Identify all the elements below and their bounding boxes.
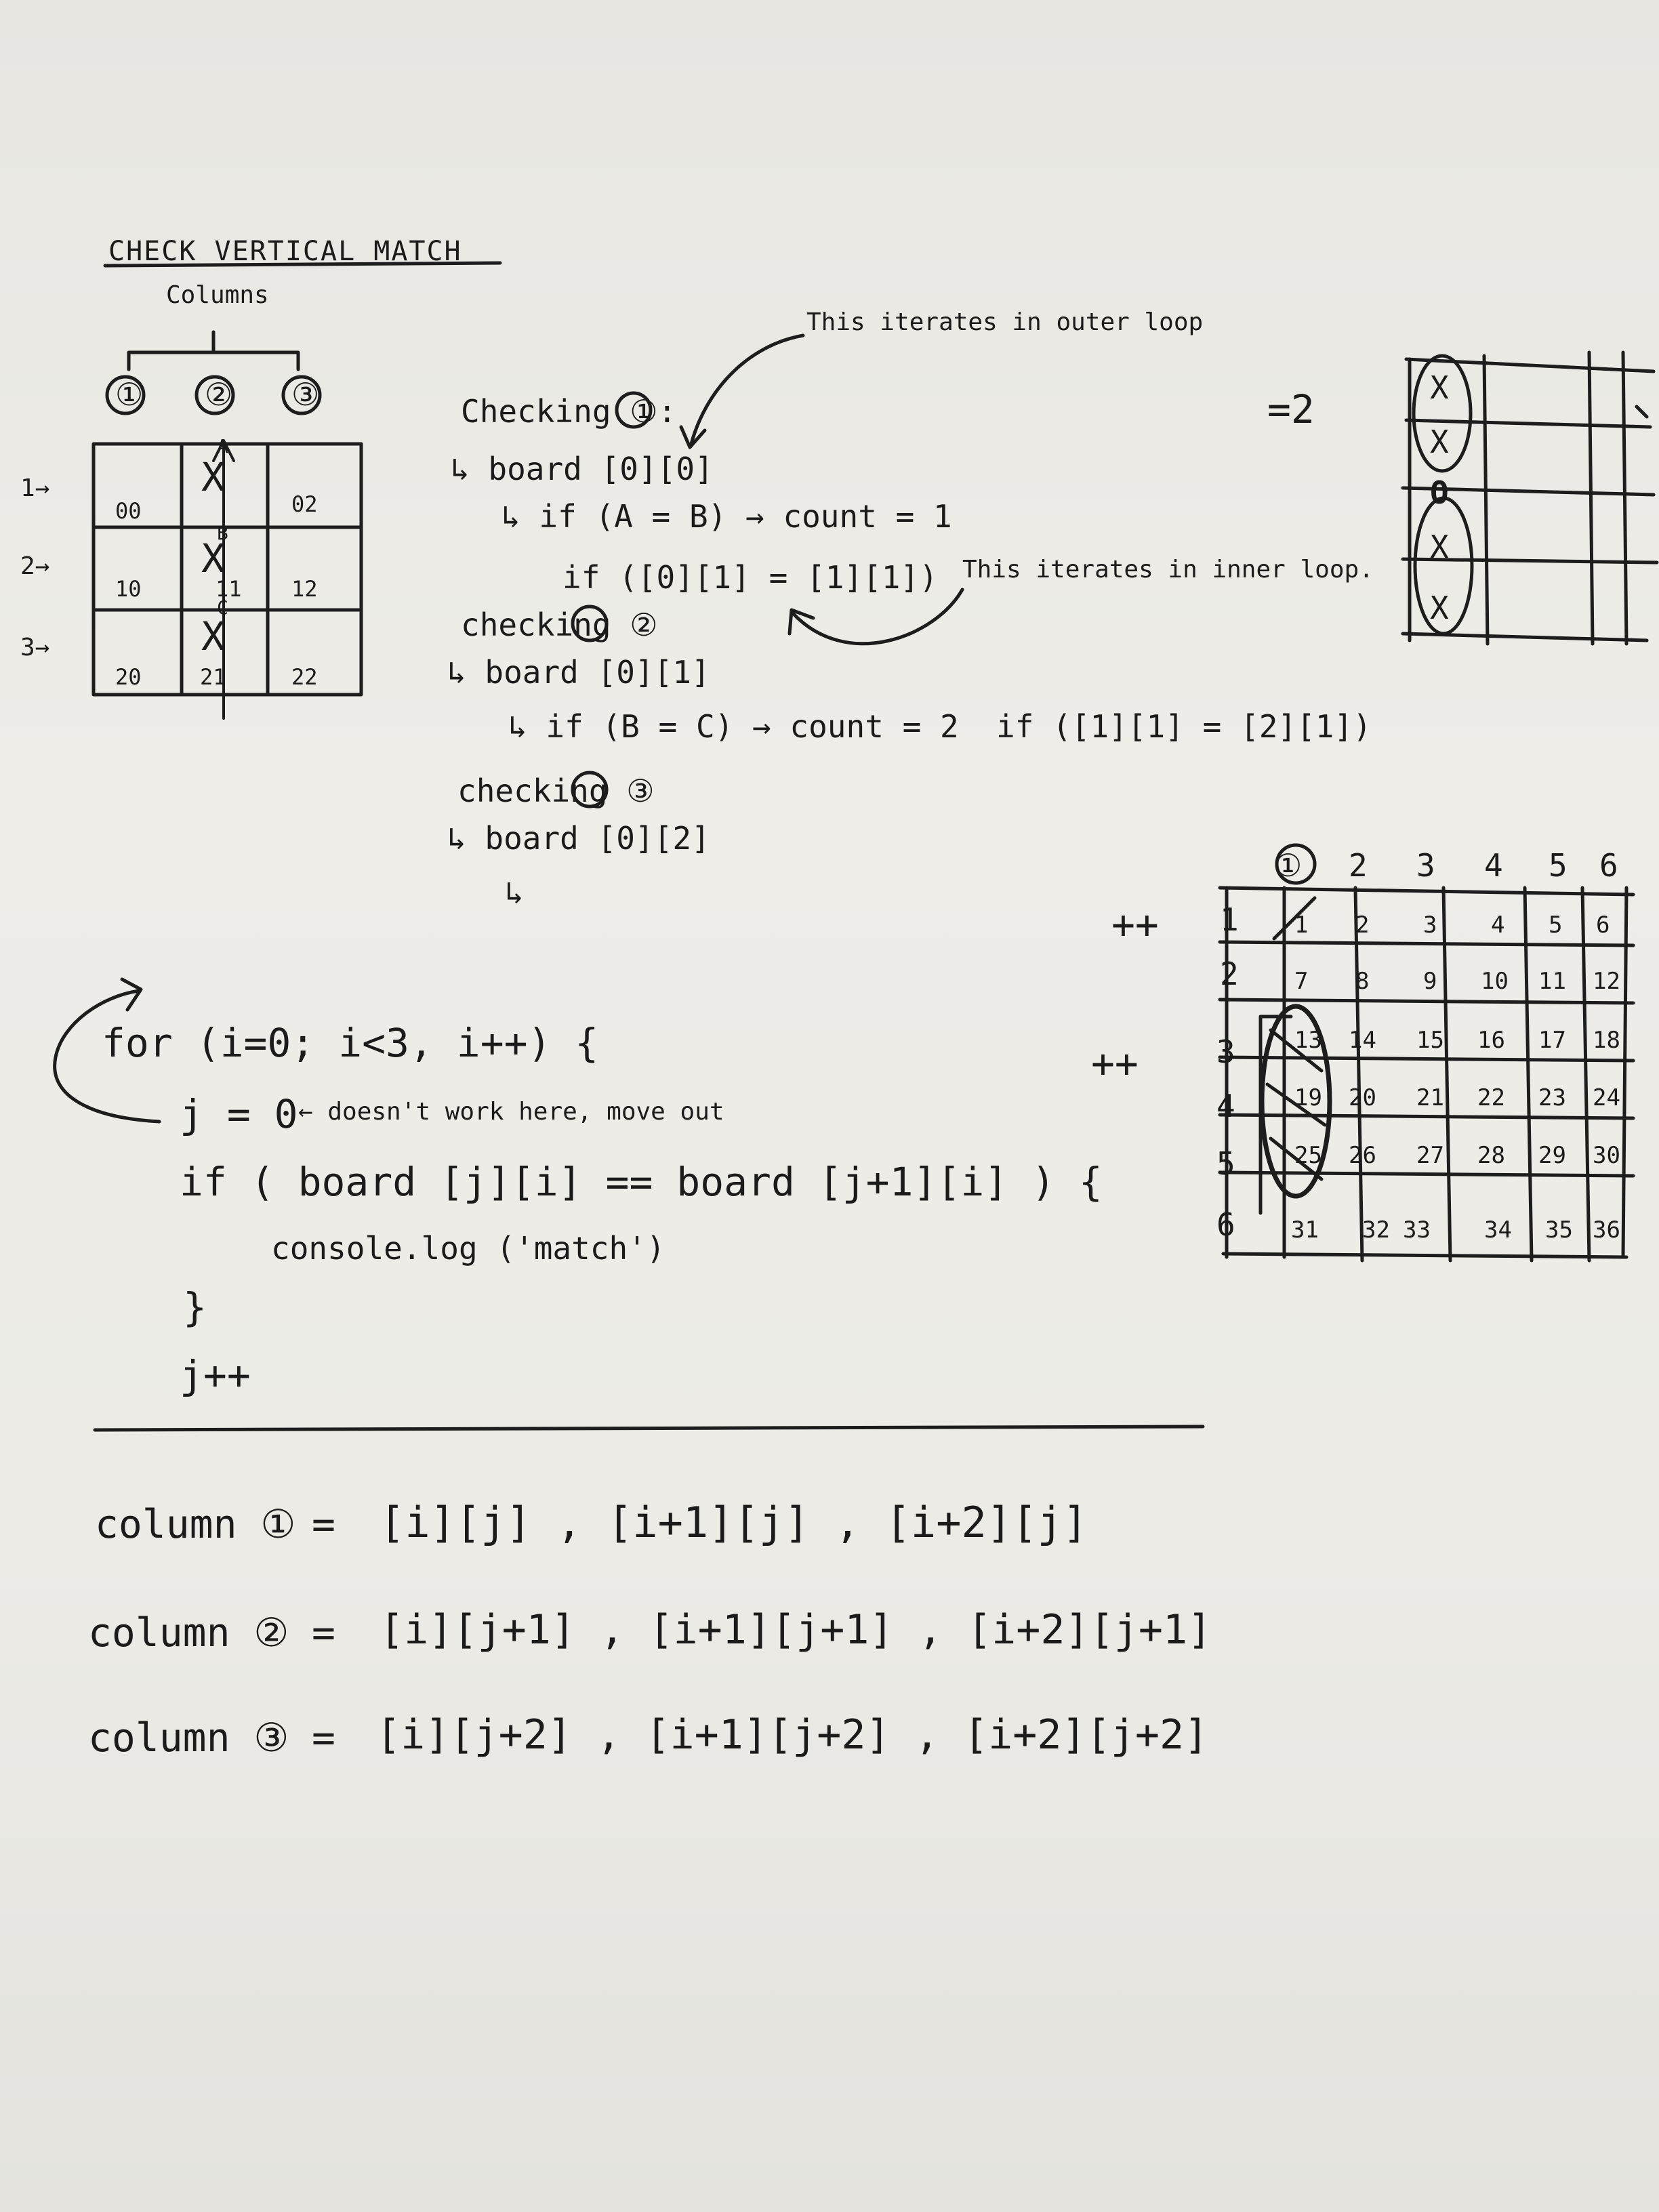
big-cell: 12 bbox=[1593, 968, 1620, 995]
step2-if: ↳ if (B = C) → count = 2 bbox=[508, 708, 959, 745]
column-marker-3: ③ bbox=[291, 376, 320, 413]
column-marker-1: ① bbox=[115, 376, 144, 413]
formula-col2-eq: = bbox=[312, 1610, 335, 1656]
big-cell: 1 bbox=[1294, 912, 1309, 939]
big-cell: 10 bbox=[1481, 968, 1509, 995]
step2-board: ↳ board [0][1] bbox=[447, 654, 710, 691]
big-cell: 27 bbox=[1416, 1142, 1444, 1169]
center-letter: B bbox=[217, 522, 228, 544]
big-cell: 35 bbox=[1545, 1216, 1573, 1244]
big-row-header-5: 5 bbox=[1216, 1145, 1235, 1182]
big-cell: 28 bbox=[1477, 1142, 1505, 1169]
board-cell: 00 bbox=[115, 498, 142, 524]
big-cell: 24 bbox=[1593, 1084, 1620, 1111]
side-mark: X bbox=[1430, 369, 1449, 406]
big-cell: 30 bbox=[1593, 1142, 1620, 1169]
formula-col1-eq: = bbox=[312, 1501, 335, 1547]
formula-col3-eq: = bbox=[312, 1715, 335, 1761]
formula-col2-label: column ② bbox=[88, 1610, 289, 1656]
big-cell: 5 bbox=[1549, 912, 1563, 939]
big-cell: 18 bbox=[1593, 1027, 1620, 1054]
big-cell: 23 bbox=[1538, 1084, 1566, 1111]
big-cell: 7 bbox=[1294, 968, 1309, 995]
big-cell: 9 bbox=[1423, 968, 1437, 995]
big-cell: 3 bbox=[1423, 912, 1437, 939]
inner-loop-note: This iterates in inner loop. bbox=[962, 556, 1374, 583]
row-arrow-3: 3→ bbox=[20, 634, 50, 661]
side-mark: X bbox=[1430, 590, 1449, 626]
big-cell: 17 bbox=[1538, 1027, 1566, 1054]
big-col-header-1: ① bbox=[1274, 847, 1303, 884]
big-row-header-6: 6 bbox=[1216, 1206, 1235, 1243]
row-arrow-1: 1→ bbox=[20, 474, 50, 502]
big-row-header-1: 1 bbox=[1220, 901, 1239, 938]
columns-bracket bbox=[129, 352, 298, 369]
formula-col2-expr: [i][j+1] , [i+1][j+1] , [i+2][j+1] bbox=[380, 1606, 1212, 1654]
board-cell: 02 bbox=[291, 491, 318, 517]
step3-arrow: ↳ bbox=[505, 874, 524, 911]
big-col-header-2: 2 bbox=[1349, 847, 1368, 884]
big-cell: 16 bbox=[1477, 1027, 1505, 1054]
code-close-brace: } bbox=[183, 1284, 207, 1330]
big-cell: 26 bbox=[1349, 1142, 1376, 1169]
big-cell: 13 bbox=[1294, 1027, 1322, 1054]
big-cell: 19 bbox=[1294, 1084, 1322, 1111]
big-row-header-3: 3 bbox=[1216, 1033, 1235, 1070]
step2-cond: if ([1][1] = [2][1]) bbox=[996, 708, 1372, 745]
board-cell: 21 bbox=[200, 664, 226, 690]
step1-board: ↳ board [0][0] bbox=[451, 451, 714, 487]
board-cell: 10 bbox=[115, 576, 142, 602]
formula-col3-label: column ③ bbox=[88, 1715, 289, 1761]
plus-label: ++ bbox=[1111, 901, 1159, 947]
big-cell: 20 bbox=[1349, 1084, 1376, 1111]
step1-cond: if ([0][1] = [1][1]) bbox=[562, 559, 938, 596]
big-cell: 25 bbox=[1294, 1142, 1322, 1169]
step1-label: Checking ①: bbox=[461, 393, 677, 430]
separator-line bbox=[95, 1427, 1203, 1430]
row-arrow-2: 2→ bbox=[20, 552, 50, 580]
code-note: ← doesn't work here, move out bbox=[298, 1098, 724, 1126]
big-cell: 29 bbox=[1538, 1142, 1566, 1169]
side-mark: X bbox=[1430, 424, 1449, 460]
big-cell: 32 bbox=[1362, 1216, 1390, 1244]
big-cell: 4 bbox=[1491, 912, 1505, 939]
big-cell: 14 bbox=[1349, 1027, 1376, 1054]
step1-if: ↳ if (A = B) → count = 1 bbox=[501, 498, 952, 535]
board-cell: 11 bbox=[216, 576, 242, 602]
step3-label: checking ③ bbox=[457, 773, 655, 809]
big-cell: 8 bbox=[1355, 968, 1370, 995]
step2-label: checking ② bbox=[461, 607, 658, 643]
page-title: CHECK VERTICAL MATCH bbox=[108, 236, 462, 267]
big-cell: 11 bbox=[1538, 968, 1566, 995]
big-row-header-4: 4 bbox=[1216, 1088, 1235, 1124]
center-letter: A bbox=[217, 435, 228, 457]
board-cell: 12 bbox=[291, 576, 318, 602]
big-cell: 31 bbox=[1291, 1216, 1319, 1244]
big-cell: 21 bbox=[1416, 1084, 1444, 1111]
formula-col3-expr: [i][j+2] , [i+1][j+2] , [i+2][j+2] bbox=[376, 1711, 1209, 1759]
big-col-header-3: 3 bbox=[1416, 847, 1435, 884]
big-cell: 6 bbox=[1596, 912, 1610, 939]
code-j-increment: j++ bbox=[180, 1352, 251, 1398]
big-cell: 34 bbox=[1484, 1216, 1512, 1244]
x-mark: X bbox=[201, 613, 225, 659]
big-col-header-4: 4 bbox=[1484, 847, 1503, 884]
columns-label: Columns bbox=[166, 281, 269, 309]
formula-col1-expr: [i][j] , [i+1][j] , [i+2][j] bbox=[380, 1498, 1088, 1547]
x-mark: X bbox=[201, 454, 225, 500]
code-j-init: j = 0 bbox=[180, 1091, 298, 1137]
big-cell: 36 bbox=[1593, 1216, 1620, 1244]
plus-label: ++ bbox=[1091, 1040, 1139, 1086]
formula-col1-label: column ① bbox=[95, 1501, 296, 1547]
big-cell: 2 bbox=[1355, 912, 1370, 939]
board-cell: 22 bbox=[291, 664, 318, 690]
x-mark: X bbox=[201, 535, 225, 581]
center-letter: C bbox=[217, 596, 228, 619]
side-mark: X bbox=[1430, 529, 1449, 565]
code-if-line: if ( board [j][i] == board [j+1][i] ) { bbox=[180, 1159, 1103, 1205]
big-cell: 22 bbox=[1477, 1084, 1505, 1111]
big-cell: 33 bbox=[1403, 1216, 1431, 1244]
code-console-line: console.log ('match') bbox=[271, 1230, 665, 1267]
step3-board: ↳ board [0][2] bbox=[447, 820, 710, 857]
small-board-frame bbox=[94, 444, 361, 695]
column-marker-2: ② bbox=[205, 376, 233, 413]
big-cell: 15 bbox=[1416, 1027, 1444, 1054]
side-mark: O bbox=[1430, 474, 1449, 511]
big-col-header-5: 5 bbox=[1549, 847, 1568, 884]
big-row-header-2: 2 bbox=[1220, 956, 1239, 992]
board-cell: 20 bbox=[115, 664, 142, 690]
tally-count: =2 bbox=[1267, 386, 1315, 432]
outer-loop-note: This iterates in outer loop bbox=[806, 308, 1204, 336]
big-col-header-6: 6 bbox=[1599, 847, 1618, 884]
code-for-line: for (i=0; i<3, i++) { bbox=[102, 1020, 599, 1066]
